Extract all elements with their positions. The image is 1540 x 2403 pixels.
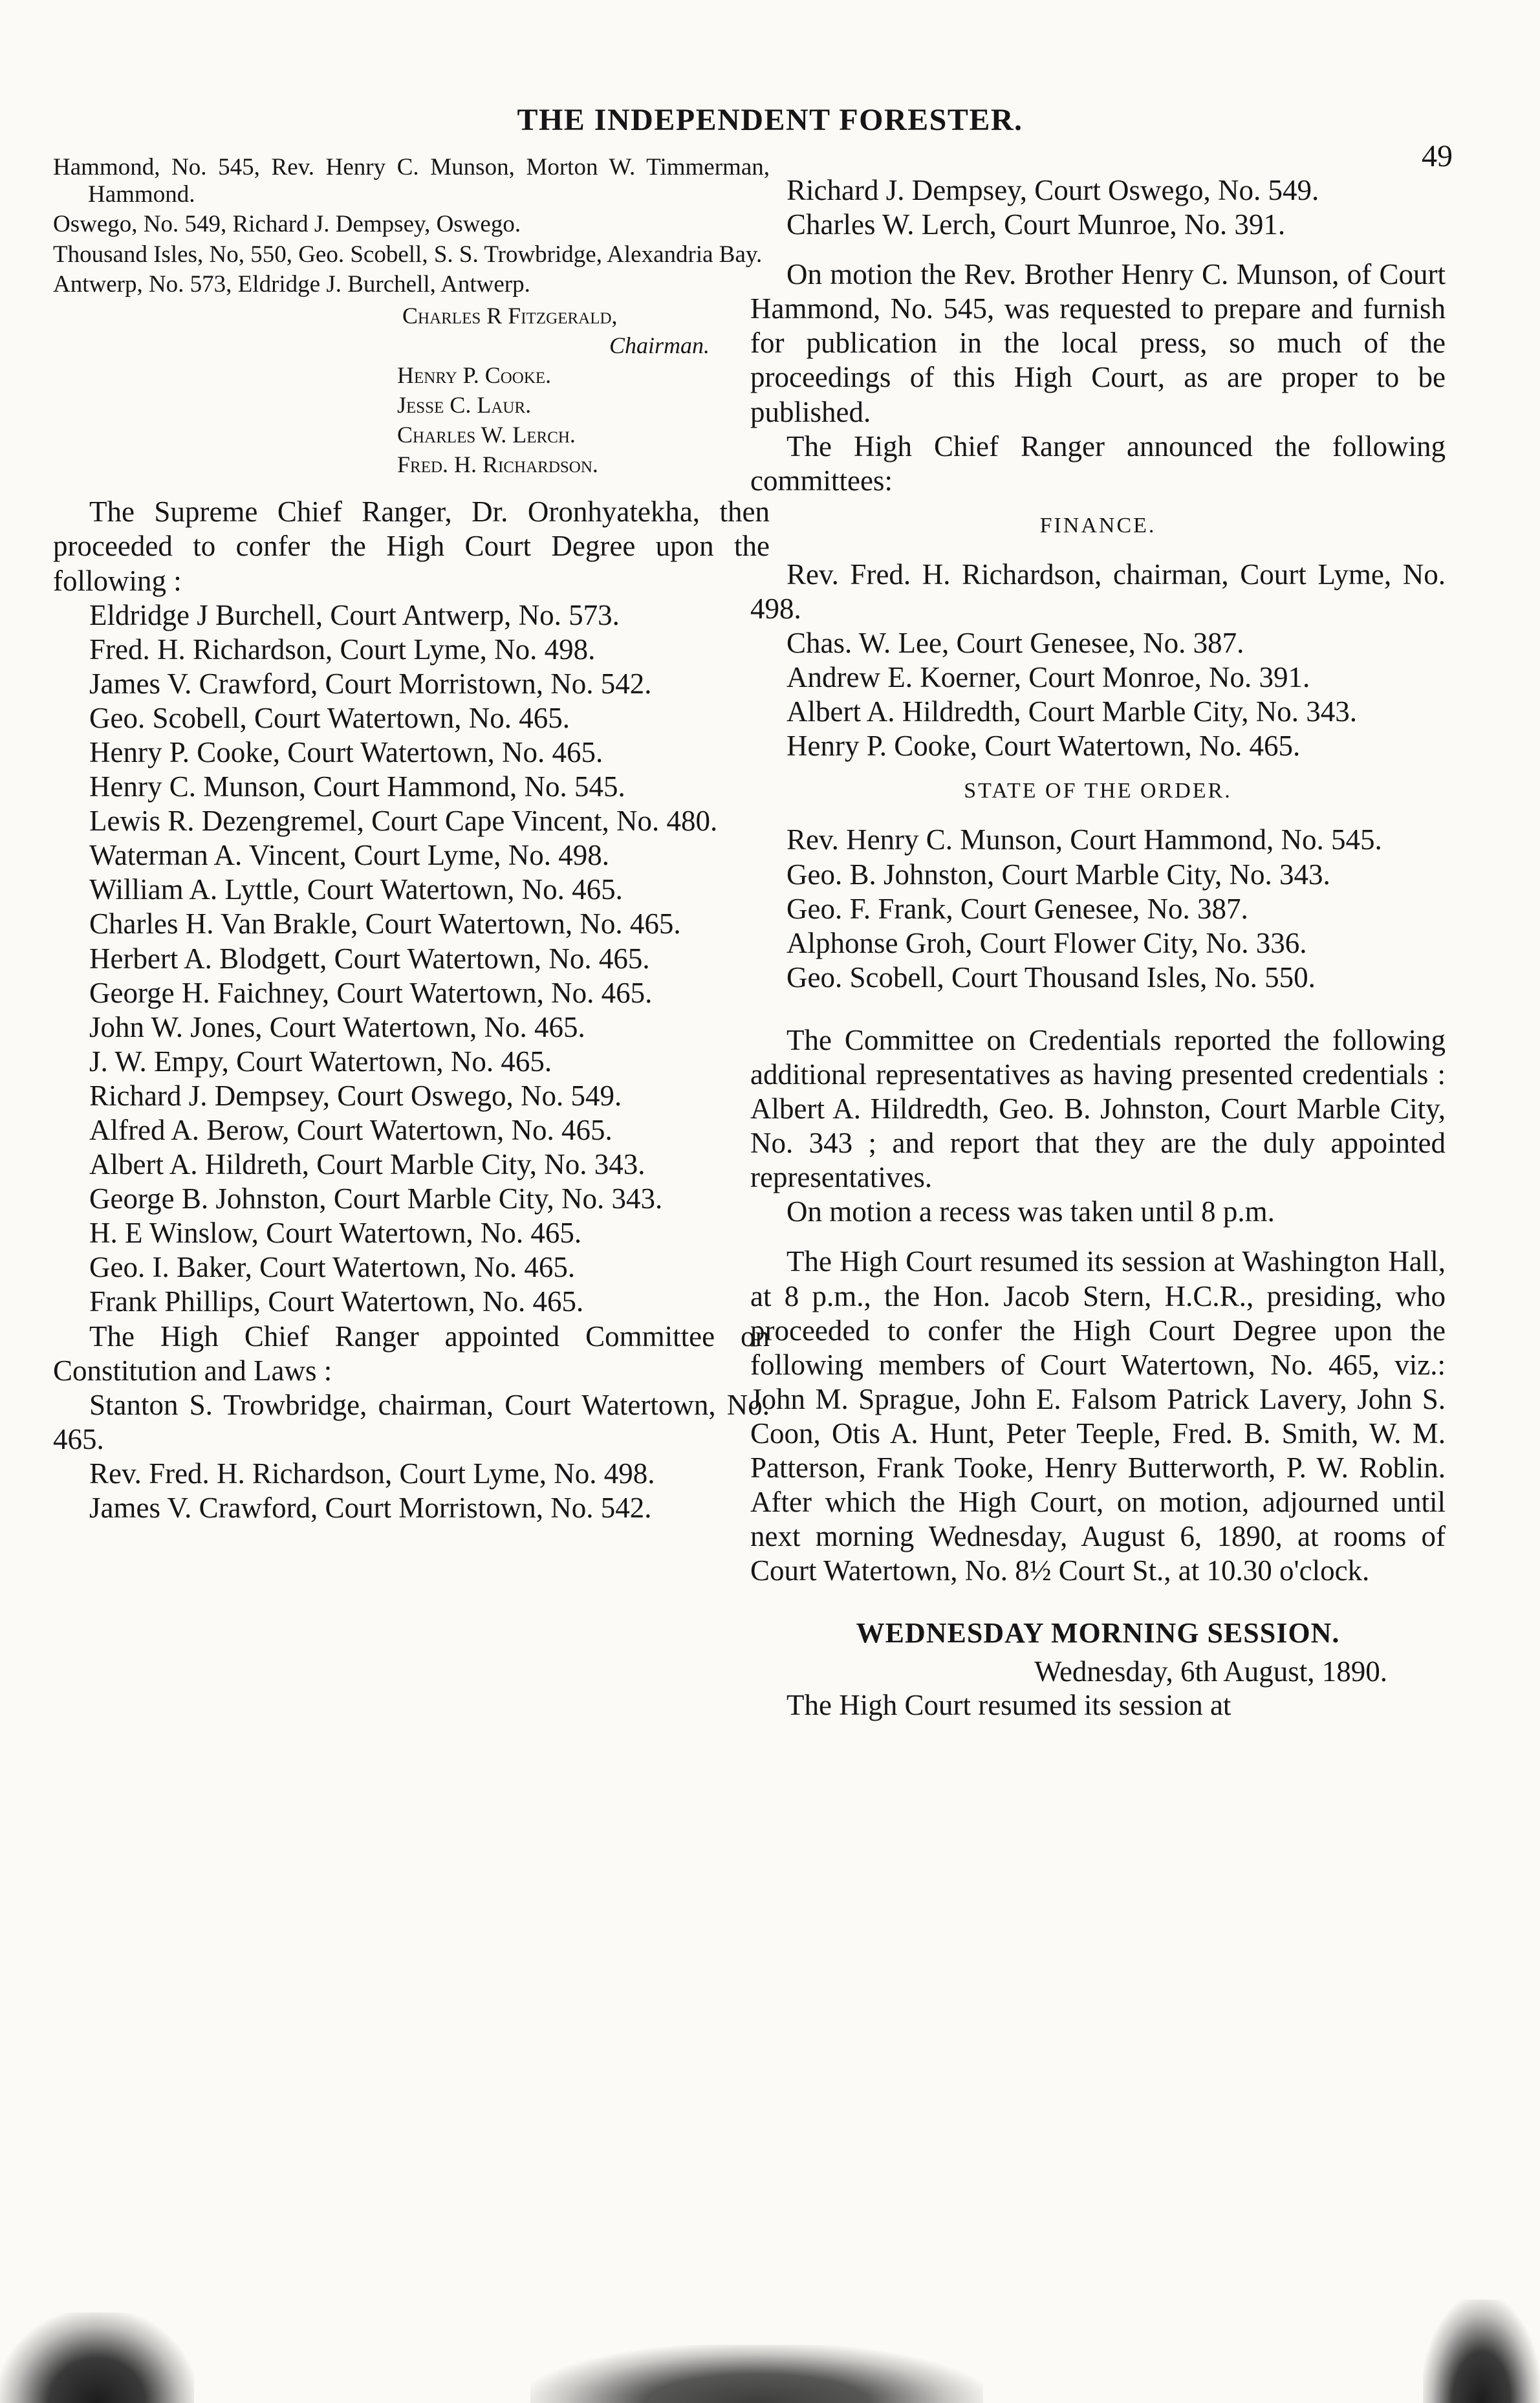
left-column bbox=[53, 154, 770, 1525]
degree-list-item: Geo. Scobell, Court Watertown, No. 465. bbox=[89, 701, 570, 734]
state-list-item: Alphonse Groh, Court Flower City, No. 336. bbox=[786, 926, 1307, 959]
running-head: THE INDEPENDENT FORESTER. bbox=[517, 103, 1023, 137]
finance-committee-list bbox=[750, 558, 1446, 764]
signature-member: Fred. H. Richardson. bbox=[397, 451, 598, 478]
state-list-item: Geo. Scobell, Court Thousand Isles, No. 550. bbox=[786, 961, 1316, 994]
session-dateline: Wednesday, 6th August, 1890. bbox=[1034, 1655, 1387, 1688]
committees-paragraph: The High Chief Ranger announced the following committees: bbox=[750, 429, 1446, 497]
degree-list-item: Waterman A. Vincent, Court Lyme, No. 498. bbox=[89, 839, 609, 872]
finance-list-item: Albert A. Hildredth, Court Marble City, No. 343. bbox=[786, 695, 1357, 728]
committee-list-item: Stanton S. Trowbridge, chairman, Court Watertown, No. 465. bbox=[53, 1388, 770, 1455]
degree-list-item: Eldridge J Burchell, Court Antwerp, No. 573. bbox=[89, 598, 620, 631]
degree-list-item: George B. Johnston, Court Marble City, No. 343. bbox=[89, 1182, 663, 1215]
state-of-order-heading: STATE OF THE ORDER. bbox=[964, 779, 1232, 803]
signature-role: Chairman. bbox=[609, 332, 710, 358]
scan-damage-center bbox=[530, 2345, 983, 2403]
roster-entry: Thousand Isles, No, 550, Geo. Scobell, S. S. Trowbridge, Alexandria Bay. bbox=[53, 241, 763, 268]
constitution-committee-list bbox=[53, 1388, 770, 1525]
degree-list-item: Henry C. Munson, Court Hammond, No. 545. bbox=[89, 770, 625, 803]
finance-heading: FINANCE. bbox=[1039, 513, 1156, 538]
roster-entry: Oswego, No. 549, Richard J. Dempsey, Oswego. bbox=[53, 211, 521, 238]
degree-list bbox=[53, 598, 770, 1320]
committee-list-item: Rev. Fred. H. Richardson, Court Lyme, No. 498. bbox=[89, 1457, 655, 1490]
recess-paragraph: On motion a recess was taken until 8 p.m. bbox=[786, 1195, 1275, 1228]
state-list-item: Geo. B. Johnston, Court Marble City, No. 343. bbox=[786, 858, 1330, 891]
degree-list-item: Herbert A. Blodgett, Court Watertown, No. 465. bbox=[89, 942, 650, 975]
degree-list-item: William A. Lyttle, Court Watertown, No. 465. bbox=[89, 873, 623, 906]
continued-list-item: Richard J. Dempsey, Court Oswego, No. 549. bbox=[786, 174, 1319, 206]
signature-chairman: Charles R Fitzgerald, bbox=[402, 302, 618, 329]
degree-list-item: Geo. I. Baker, Court Watertown, No. 465. bbox=[89, 1251, 576, 1284]
degree-list-item: Henry P. Cooke, Court Watertown, No. 465. bbox=[89, 735, 603, 768]
degree-intro-paragraph: The Supreme Chief Ranger, Dr. Oronhyatekha, then proceeded to confer the High Court Degree upon the following : bbox=[53, 495, 770, 597]
page-number: 49 bbox=[1422, 139, 1453, 173]
committee-list-item: James V. Crawford, Court Morristown, No. 542. bbox=[89, 1492, 652, 1525]
roster-entry: Hammond, No. 545, Rev. Henry C. Munson, Morton W. Timmerman, Hammond. bbox=[53, 154, 770, 208]
finance-list-item: Chas. W. Lee, Court Genesee, No. 387. bbox=[786, 627, 1244, 660]
right-column bbox=[750, 173, 1446, 1723]
closing-paragraph: The High Court resumed its session at bbox=[786, 1689, 1231, 1722]
degree-list-item: Fred. H. Richardson, Court Lyme, No. 498. bbox=[89, 633, 596, 666]
degree-list-item: Albert A. Hildreth, Court Marble City, No. 343. bbox=[89, 1148, 645, 1181]
state-committee-list bbox=[750, 823, 1446, 994]
scan-damage-right bbox=[1423, 2300, 1540, 2403]
degree-list-item: John W. Jones, Court Watertown, No. 465. bbox=[89, 1010, 585, 1043]
signature-block bbox=[53, 301, 770, 479]
state-list-item: Geo. F. Frank, Court Genesee, No. 387. bbox=[786, 892, 1248, 925]
scan-damage-left bbox=[0, 2312, 194, 2403]
finance-list-item: Andrew E. Koerner, Court Monroe, No. 391. bbox=[786, 661, 1310, 694]
degree-list-item: George H. Faichney, Court Watertown, No. 465. bbox=[89, 976, 653, 1009]
degree-list-item: H. E Winslow, Court Watertown, No. 465. bbox=[89, 1217, 582, 1250]
evening-session-paragraph: The High Court resumed its session at Washington Hall, at 8 p.m., the Hon. Jacob Stern, H.C.R., presiding, who proceeded to confer the High Court Degree upon the following members of Court Watertown, No. 465, viz.: John M. Sprague, John E. Falsom Patrick Lavery, John S. Coon, Otis A. Hunt, Peter Teeple, Fred. B. Smith, W. M. Patterson, Frank Tooke, Henry Butterworth, P. W. Roblin. After which the High Court, on motion, adjourned until next morning Wednesday, August 6, 1890, at rooms of Court Watertown, No. 8½ Court St., at 10.30 o'clock. bbox=[750, 1245, 1446, 1587]
roster-entry: Antwerp, No. 573, Eldridge J. Burchell, Antwerp. bbox=[53, 270, 530, 298]
degree-list-item: Charles H. Van Brakle, Court Watertown, No. 465. bbox=[89, 908, 681, 941]
degree-list-item: Frank Phillips, Court Watertown, No. 465. bbox=[89, 1285, 584, 1318]
state-list-item: Rev. Henry C. Munson, Court Hammond, No. 545. bbox=[786, 823, 1382, 856]
motion-paragraph: On motion the Rev. Brother Henry C. Munson, of Court Hammond, No. 545, was requested to prepare and furnish for publication in the local press, so much of the proceedings of this High Court, as are proper to be published. bbox=[750, 258, 1446, 428]
degree-list-item: Lewis R. Dezengremel, Court Cape Vincent, No. 480. bbox=[89, 805, 718, 838]
signature-member: Charles W. Lerch. bbox=[397, 422, 576, 448]
degree-list-item: Richard J. Dempsey, Court Oswego, No. 549. bbox=[89, 1079, 622, 1112]
signature-member: Henry P. Cooke. bbox=[397, 362, 552, 389]
credentials-paragraph: The Committee on Credentials reported the following additional representatives as having presented credentials : Albert A. Hildredth, Geo. B. Johnston, Court Marble City, No. 343 ; and report that they are the duly appointed representatives. bbox=[750, 1023, 1446, 1194]
continued-list-item: Charles W. Lerch, Court Munroe, No. 391. bbox=[786, 208, 1286, 241]
session-heading: WEDNESDAY MORNING SESSION. bbox=[856, 1617, 1340, 1649]
degree-list-item: J. W. Empy, Court Watertown, No. 465. bbox=[89, 1045, 552, 1078]
degree-list-item: James V. Crawford, Court Morristown, No. 542. bbox=[89, 667, 652, 700]
signature-member: Jesse C. Laur. bbox=[397, 392, 532, 419]
degree-list-item: Alfred A. Berow, Court Watertown, No. 465. bbox=[89, 1114, 613, 1147]
finance-list-item: Rev. Fred. H. Richardson, chairman, Court Lyme, No. 498. bbox=[750, 558, 1446, 625]
finance-list-item: Henry P. Cooke, Court Watertown, No. 465. bbox=[786, 730, 1301, 763]
committee-intro-paragraph: The High Chief Ranger appointed Committee on Constitution and Laws : bbox=[53, 1320, 770, 1387]
